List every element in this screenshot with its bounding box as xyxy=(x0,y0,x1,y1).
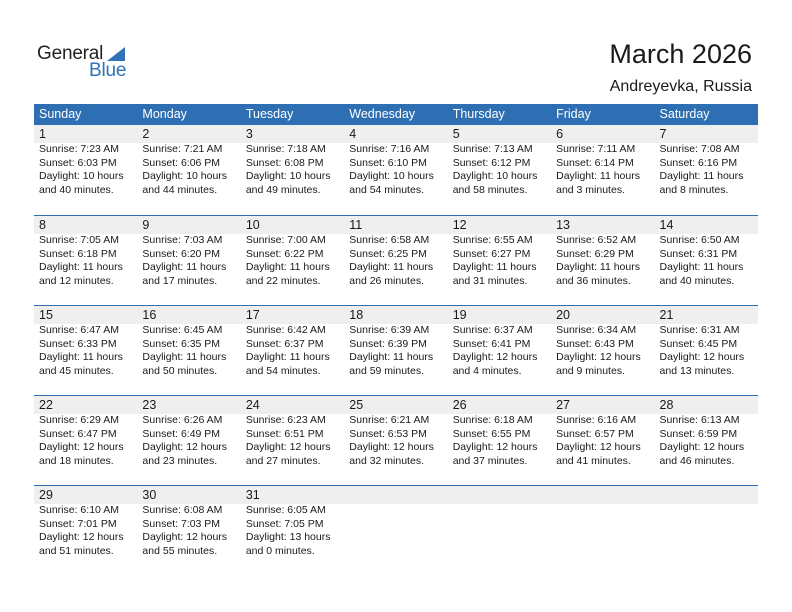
daylight-minutes-text: and 8 minutes. xyxy=(659,183,729,196)
sunrise-text: Sunrise: 6:26 AM xyxy=(142,414,223,426)
weekday-sunday: Sunday xyxy=(39,107,82,121)
logo-text-blue: Blue xyxy=(89,60,127,81)
sunrise-text: Sunrise: 6:34 AM xyxy=(556,324,637,336)
sunrise-text: Sunrise: 6:52 AM xyxy=(556,234,637,246)
weekday-monday: Monday xyxy=(142,107,187,121)
day-cell xyxy=(655,125,758,197)
sunset-text: Sunset: 6:59 PM xyxy=(659,427,738,440)
daylight-text: Daylight: 12 hours xyxy=(659,441,745,454)
day-number: 8 xyxy=(39,218,46,232)
day-number: 9 xyxy=(142,218,150,232)
day-cell xyxy=(551,216,654,288)
sunset-text: Sunset: 6:18 PM xyxy=(39,247,117,260)
daylight-minutes-text: and 18 minutes. xyxy=(39,454,114,467)
sunset-text: Sunset: 6:31 PM xyxy=(659,247,738,260)
day-cell xyxy=(34,125,137,197)
daylight-text: Daylight: 12 hours xyxy=(556,351,641,364)
day-number: 5 xyxy=(452,127,460,141)
day-number: 31 xyxy=(245,488,260,502)
sunrise-text: Sunrise: 6:39 AM xyxy=(349,324,430,336)
daylight-minutes-text: and 0 minutes. xyxy=(245,544,315,557)
weekday-saturday: Saturday xyxy=(659,107,710,121)
day-cell xyxy=(137,125,240,197)
day-number: 15 xyxy=(39,308,53,322)
week-row xyxy=(34,125,758,215)
daylight-minutes-text: and 4 minutes. xyxy=(452,364,522,377)
week-cells xyxy=(34,306,758,378)
daylight-text: Daylight: 12 hours xyxy=(556,441,641,454)
page-title: March 2026 xyxy=(609,39,752,69)
sunset-text: Sunset: 6:22 PM xyxy=(245,247,324,260)
day-cell xyxy=(34,486,137,558)
day-cell xyxy=(448,396,551,468)
day-number: 21 xyxy=(659,308,674,322)
day-cell xyxy=(137,306,240,378)
day-cell xyxy=(241,486,344,558)
sunrise-text: Sunrise: 6:42 AM xyxy=(245,324,326,336)
week-cells xyxy=(34,216,758,288)
daylight-minutes-text: and 17 minutes. xyxy=(142,274,218,287)
day-number xyxy=(349,486,447,504)
day-cell xyxy=(344,486,447,558)
daylight-minutes-text: and 36 minutes. xyxy=(556,274,631,287)
daylight-minutes-text: and 41 minutes. xyxy=(556,454,631,467)
day-number: 24 xyxy=(245,398,260,412)
day-cell xyxy=(344,125,447,197)
day-number: 10 xyxy=(245,218,260,232)
week-cells xyxy=(34,486,758,558)
day-number: 25 xyxy=(349,398,364,412)
sunset-text: Sunset: 6:06 PM xyxy=(142,156,221,169)
day-cell xyxy=(551,125,654,197)
sunset-text: Sunset: 6:29 PM xyxy=(556,247,634,260)
sunrise-text: Sunrise: 6:58 AM xyxy=(349,234,430,246)
daylight-minutes-text: and 51 minutes. xyxy=(39,544,114,557)
daylight-text: Daylight: 12 hours xyxy=(349,441,434,454)
sunrise-text: Sunrise: 6:05 AM xyxy=(245,504,326,516)
day-cell xyxy=(344,216,447,288)
day-number: 4 xyxy=(349,127,357,141)
day-cell xyxy=(241,396,344,468)
sunrise-text: Sunrise: 6:21 AM xyxy=(349,414,430,426)
daylight-minutes-text: and 45 minutes. xyxy=(39,364,114,377)
daylight-minutes-text: and 13 minutes. xyxy=(659,364,735,377)
sunrise-text: Sunrise: 7:08 AM xyxy=(659,143,740,155)
daylight-minutes-text: and 31 minutes. xyxy=(452,274,528,287)
daylight-text: Daylight: 11 hours xyxy=(39,261,123,274)
daylight-minutes-text: and 46 minutes. xyxy=(659,454,735,467)
sunset-text: Sunset: 6:33 PM xyxy=(39,337,117,350)
sunrise-text: Sunrise: 7:05 AM xyxy=(39,234,119,246)
day-number: 1 xyxy=(39,127,46,141)
weeks-container xyxy=(34,125,758,575)
daylight-text: Daylight: 10 hours xyxy=(349,170,434,183)
sunrise-text: Sunrise: 7:11 AM xyxy=(556,143,636,155)
daylight-text: Daylight: 10 hours xyxy=(39,170,124,183)
weekday-header xyxy=(34,104,758,125)
daylight-text: Daylight: 11 hours xyxy=(349,351,434,364)
sunrise-text: Sunrise: 6:23 AM xyxy=(245,414,326,426)
daylight-minutes-text: and 27 minutes. xyxy=(245,454,321,467)
day-number xyxy=(556,486,654,504)
daylight-minutes-text: and 9 minutes. xyxy=(556,364,625,377)
sunrise-text: Sunrise: 6:47 AM xyxy=(39,324,119,336)
daylight-minutes-text: and 49 minutes. xyxy=(245,183,321,196)
daylight-minutes-text: and 40 minutes. xyxy=(659,274,735,287)
day-cell xyxy=(241,216,344,288)
sunrise-text: Sunrise: 6:31 AM xyxy=(659,324,740,336)
day-number: 17 xyxy=(245,308,260,322)
day-number: 16 xyxy=(142,308,157,322)
weekday-tuesday: Tuesday xyxy=(245,107,294,121)
daylight-minutes-text: and 55 minutes. xyxy=(142,544,218,557)
week-row xyxy=(34,215,758,305)
day-cell xyxy=(551,396,654,468)
sunset-text: Sunset: 6:47 PM xyxy=(39,427,117,440)
daylight-text: Daylight: 11 hours xyxy=(556,261,640,274)
day-number: 13 xyxy=(556,218,571,232)
day-number: 30 xyxy=(142,488,157,502)
day-number: 11 xyxy=(349,218,363,232)
day-number: 18 xyxy=(349,308,364,322)
daylight-text: Daylight: 12 hours xyxy=(659,351,745,364)
daylight-text: Daylight: 10 hours xyxy=(245,170,331,183)
day-cell xyxy=(34,306,137,378)
sunrise-text: Sunrise: 7:13 AM xyxy=(452,143,533,155)
sunset-text: Sunset: 6:35 PM xyxy=(142,337,221,350)
week-cells xyxy=(34,125,758,197)
logo-triangle-icon xyxy=(107,47,125,61)
day-number: 2 xyxy=(142,127,150,141)
daylight-text: Daylight: 11 hours xyxy=(452,261,537,274)
daylight-text: Daylight: 11 hours xyxy=(142,351,227,364)
daylight-minutes-text: and 40 minutes. xyxy=(39,183,114,196)
daylight-minutes-text: and 44 minutes. xyxy=(142,183,218,196)
sunset-text: Sunset: 6:39 PM xyxy=(349,337,427,350)
sunrise-text: Sunrise: 6:29 AM xyxy=(39,414,119,426)
daylight-text: Daylight: 10 hours xyxy=(452,170,538,183)
sunset-text: Sunset: 6:37 PM xyxy=(245,337,324,350)
daylight-text: Daylight: 11 hours xyxy=(39,351,123,364)
day-cell xyxy=(241,125,344,197)
daylight-text: Daylight: 11 hours xyxy=(245,351,330,364)
day-cell xyxy=(655,396,758,468)
day-number: 14 xyxy=(659,218,674,232)
sunset-text: Sunset: 6:51 PM xyxy=(245,427,324,440)
day-number: 26 xyxy=(452,398,467,412)
daylight-minutes-text: and 22 minutes. xyxy=(245,274,321,287)
sunrise-text: Sunrise: 6:55 AM xyxy=(452,234,533,246)
day-cell xyxy=(344,396,447,468)
daylight-text: Daylight: 11 hours xyxy=(245,261,330,274)
sunset-text: Sunset: 6:49 PM xyxy=(142,427,221,440)
daylight-minutes-text: and 50 minutes. xyxy=(142,364,218,377)
day-number: 7 xyxy=(659,127,667,141)
day-cell xyxy=(655,216,758,288)
weekday-wednesday: Wednesday xyxy=(349,107,416,121)
daylight-minutes-text: and 54 minutes. xyxy=(245,364,321,377)
day-number: 28 xyxy=(659,398,674,412)
day-cell xyxy=(448,486,551,558)
week-row xyxy=(34,395,758,485)
daylight-minutes-text: and 58 minutes. xyxy=(452,183,528,196)
day-number xyxy=(453,486,551,504)
daylight-minutes-text: and 12 minutes. xyxy=(39,274,114,287)
sunrise-text: Sunrise: 7:00 AM xyxy=(245,234,326,246)
daylight-text: Daylight: 13 hours xyxy=(245,531,331,544)
logo-text-general: General xyxy=(37,43,104,64)
day-number: 19 xyxy=(452,308,467,322)
day-number: 27 xyxy=(556,398,571,412)
day-number: 23 xyxy=(142,398,157,412)
day-cell xyxy=(241,306,344,378)
sunset-text: Sunset: 6:43 PM xyxy=(556,337,634,350)
location-label: Andreyevka, Russia xyxy=(609,78,752,95)
sunset-text: Sunset: 7:01 PM xyxy=(39,517,117,530)
sunset-text: Sunset: 6:14 PM xyxy=(556,156,634,169)
daylight-minutes-text: and 3 minutes. xyxy=(556,183,625,196)
daylight-text: Daylight: 12 hours xyxy=(142,441,228,454)
sunrise-text: Sunrise: 7:23 AM xyxy=(39,143,119,155)
sunrise-text: Sunrise: 6:08 AM xyxy=(142,504,223,516)
sunrise-text: Sunrise: 7:16 AM xyxy=(349,143,430,155)
daylight-text: Daylight: 12 hours xyxy=(245,441,331,454)
daylight-text: Daylight: 10 hours xyxy=(142,170,228,183)
sunrise-text: Sunrise: 6:18 AM xyxy=(452,414,533,426)
day-cell xyxy=(448,306,551,378)
sunset-text: Sunset: 6:10 PM xyxy=(349,156,427,169)
day-cell xyxy=(551,306,654,378)
sunset-text: Sunset: 6:27 PM xyxy=(452,247,531,260)
sunset-text: Sunset: 6:53 PM xyxy=(349,427,427,440)
day-cell xyxy=(34,396,137,468)
sunrise-text: Sunrise: 6:10 AM xyxy=(39,504,119,516)
calendar-grid xyxy=(34,104,758,575)
sunset-text: Sunset: 6:12 PM xyxy=(452,156,531,169)
week-cells xyxy=(34,396,758,468)
sunrise-text: Sunrise: 6:50 AM xyxy=(659,234,740,246)
sunset-text: Sunset: 6:55 PM xyxy=(452,427,531,440)
day-cell xyxy=(137,486,240,558)
day-cell xyxy=(137,216,240,288)
day-number: 6 xyxy=(556,127,564,141)
day-number: 22 xyxy=(39,398,53,412)
sunrise-text: Sunrise: 7:21 AM xyxy=(142,143,223,155)
sunrise-text: Sunrise: 6:16 AM xyxy=(556,414,637,426)
sunrise-text: Sunrise: 7:18 AM xyxy=(245,143,326,155)
sunset-text: Sunset: 6:41 PM xyxy=(452,337,531,350)
daylight-minutes-text: and 23 minutes. xyxy=(142,454,218,467)
day-cell xyxy=(655,486,758,558)
day-number: 12 xyxy=(452,218,467,232)
weekday-friday: Friday xyxy=(556,107,591,121)
day-number: 3 xyxy=(245,127,253,141)
week-row xyxy=(34,305,758,395)
daylight-text: Daylight: 12 hours xyxy=(452,351,538,364)
day-cell xyxy=(655,306,758,378)
day-number xyxy=(660,486,758,504)
day-cell xyxy=(448,216,551,288)
day-cell xyxy=(34,216,137,288)
sunset-text: Sunset: 6:16 PM xyxy=(659,156,738,169)
day-cell xyxy=(448,125,551,197)
day-cell xyxy=(137,396,240,468)
daylight-text: Daylight: 11 hours xyxy=(659,261,744,274)
sunset-text: Sunset: 7:05 PM xyxy=(245,517,324,530)
sunset-text: Sunset: 6:20 PM xyxy=(142,247,221,260)
daylight-text: Daylight: 12 hours xyxy=(452,441,538,454)
day-cell xyxy=(344,306,447,378)
daylight-minutes-text: and 26 minutes. xyxy=(349,274,424,287)
day-cell xyxy=(551,486,654,558)
daylight-text: Daylight: 11 hours xyxy=(556,170,640,183)
day-number: 29 xyxy=(39,488,53,502)
daylight-text: Daylight: 11 hours xyxy=(142,261,227,274)
sunrise-text: Sunrise: 6:45 AM xyxy=(142,324,223,336)
daylight-minutes-text: and 59 minutes. xyxy=(349,364,424,377)
daylight-text: Daylight: 12 hours xyxy=(39,441,124,454)
sunrise-text: Sunrise: 7:03 AM xyxy=(142,234,223,246)
daylight-minutes-text: and 32 minutes. xyxy=(349,454,424,467)
daylight-text: Daylight: 11 hours xyxy=(659,170,744,183)
sunset-text: Sunset: 6:25 PM xyxy=(349,247,427,260)
sunrise-text: Sunrise: 6:37 AM xyxy=(452,324,533,336)
day-number: 20 xyxy=(556,308,571,322)
daylight-text: Daylight: 12 hours xyxy=(142,531,228,544)
weekday-thursday: Thursday xyxy=(452,107,505,121)
sunset-text: Sunset: 6:03 PM xyxy=(39,156,117,169)
daylight-minutes-text: and 37 minutes. xyxy=(452,454,528,467)
sunset-text: Sunset: 6:57 PM xyxy=(556,427,634,440)
daylight-text: Daylight: 12 hours xyxy=(39,531,124,544)
brand-logo xyxy=(37,43,137,79)
daylight-text: Daylight: 11 hours xyxy=(349,261,434,274)
daylight-minutes-text: and 54 minutes. xyxy=(349,183,424,196)
sunrise-text: Sunrise: 6:13 AM xyxy=(659,414,740,426)
sunset-text: Sunset: 7:03 PM xyxy=(142,517,221,530)
sunset-text: Sunset: 6:08 PM xyxy=(245,156,324,169)
week-row xyxy=(34,485,758,575)
sunset-text: Sunset: 6:45 PM xyxy=(659,337,738,350)
